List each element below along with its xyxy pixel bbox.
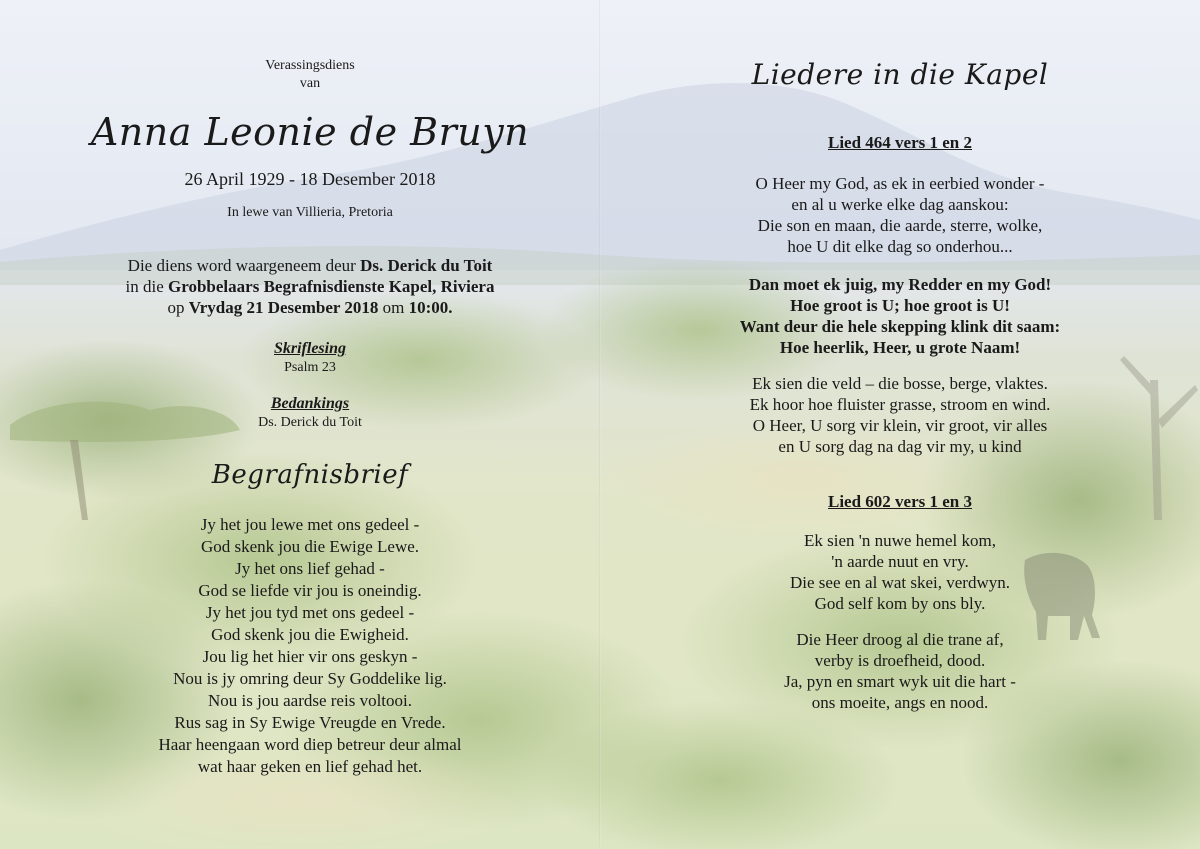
venue-prefix: in die: [125, 277, 164, 296]
hymn-line: God self kom by ons bly.: [814, 594, 986, 613]
venue-line: [20, 277, 600, 297]
letter-line: God skenk jou die Ewigheid.: [211, 625, 409, 644]
hymn-line: en al u werke elke dag aanskou:: [791, 195, 1009, 214]
service-label-van: van: [299, 76, 321, 91]
left-panel: [20, 0, 600, 849]
venue-name: Grobbelaars Begrafnisdienste Kapel, Riviera: [168, 277, 495, 296]
datetime-prefix: op: [167, 298, 185, 317]
time-prefix: om: [382, 298, 405, 317]
hymn-line: Die see en al wat skei, verdwyn.: [790, 573, 1010, 592]
hymn-line: Ek sien 'n nuwe hemel kom,: [804, 531, 996, 550]
right-panel: [620, 0, 1180, 849]
hymn-line: hoe U dit elke dag so onderhou...: [787, 237, 1013, 256]
letter-line: Nou is jy omring deur Sy Goddelike lig.: [173, 669, 447, 688]
letter-line: Jy het ons lief gehad -: [235, 559, 385, 578]
hymn-line: Die son en maan, die aarde, sterre, wolke,: [757, 216, 1043, 235]
letter-line: God se liefde vir jou is oneindig.: [198, 581, 422, 600]
chorus-line: Hoe groot is U; hoe groot is U!: [790, 296, 1010, 315]
reading-text: Psalm 23: [284, 360, 336, 375]
service-time: 10:00.: [408, 298, 453, 317]
datetime-line: [20, 298, 600, 318]
letter-line: Jy het jou lewe met ons gedeel -: [200, 515, 420, 534]
hymn-line: en U sorg dag na dag vir my, u kind: [778, 437, 1022, 456]
life-dates: 26 April 1929 - 18 Desember 2018: [184, 169, 436, 189]
officiant-name: Ds. Derick du Toit: [360, 256, 493, 275]
service-date: Vrydag 21 Desember 2018: [188, 298, 379, 317]
letter-heading: Begrafnisbrief: [211, 460, 409, 490]
chorus-line: Hoe heerlik, Heer, u grote Naam!: [779, 338, 1021, 357]
thanks-heading: Bedankings: [270, 395, 350, 412]
hymn-line: Ek sien die veld – die bosse, berge, vlaktes.: [752, 374, 1048, 393]
deceased-name: Anna Leonie de Bruyn: [90, 110, 530, 154]
letter-line: Haar heengaan word diep betreur deur almal: [158, 735, 462, 754]
letter-line: Nou is jou aardse reis voltooi.: [208, 691, 412, 710]
service-label: Verassingsdiens: [265, 58, 355, 73]
reading-heading: Skriflesing: [273, 340, 346, 357]
songs-heading: Liedere in die Kapel: [751, 58, 1049, 91]
letter-line: Jou lig het hier vir ons geskyn -: [202, 647, 418, 666]
thanks-text: Ds. Derick du Toit: [258, 415, 362, 430]
letter-line: God skenk jou die Ewige Lewe.: [200, 537, 420, 556]
officiant-prefix: Die diens word waargeneem deur: [127, 256, 356, 275]
chorus-line: Dan moet ek juig, my Redder en my God!: [748, 275, 1052, 294]
hymn-line: O Heer, U sorg vir klein, vir groot, vir alles: [752, 416, 1048, 435]
hymn1-title: Lied 464 vers 1 en 2: [827, 133, 973, 152]
officiant-line: [20, 256, 600, 276]
hymn-line: Ek hoor hoe fluister grasse, stroom en wind.: [749, 395, 1051, 414]
residence: In lewe van Villieria, Pretoria: [227, 205, 393, 220]
letter-line: Rus sag in Sy Ewige Vreugde en Vrede.: [174, 713, 446, 732]
hymn-line: Die Heer droog al die trane af,: [796, 630, 1004, 649]
hymn-line: Ja, pyn en smart wyk uit die hart -: [784, 672, 1016, 691]
letter-line: wat haar geken en lief gehad het.: [197, 757, 423, 776]
letter-line: Jy het jou tyd met ons gedeel -: [205, 603, 415, 622]
hymn-line: 'n aarde nuut en vry.: [831, 552, 969, 571]
hymn-line: ons moeite, angs en nood.: [811, 693, 989, 712]
chorus-line: Want deur die hele skepping klink dit saam:: [739, 317, 1061, 336]
hymn2-title: Lied 602 vers 1 en 3: [827, 492, 973, 511]
hymn-line: O Heer my God, as ek in eerbied wonder -: [755, 174, 1045, 193]
hymn-line: verby is droefheid, dood.: [814, 651, 986, 670]
